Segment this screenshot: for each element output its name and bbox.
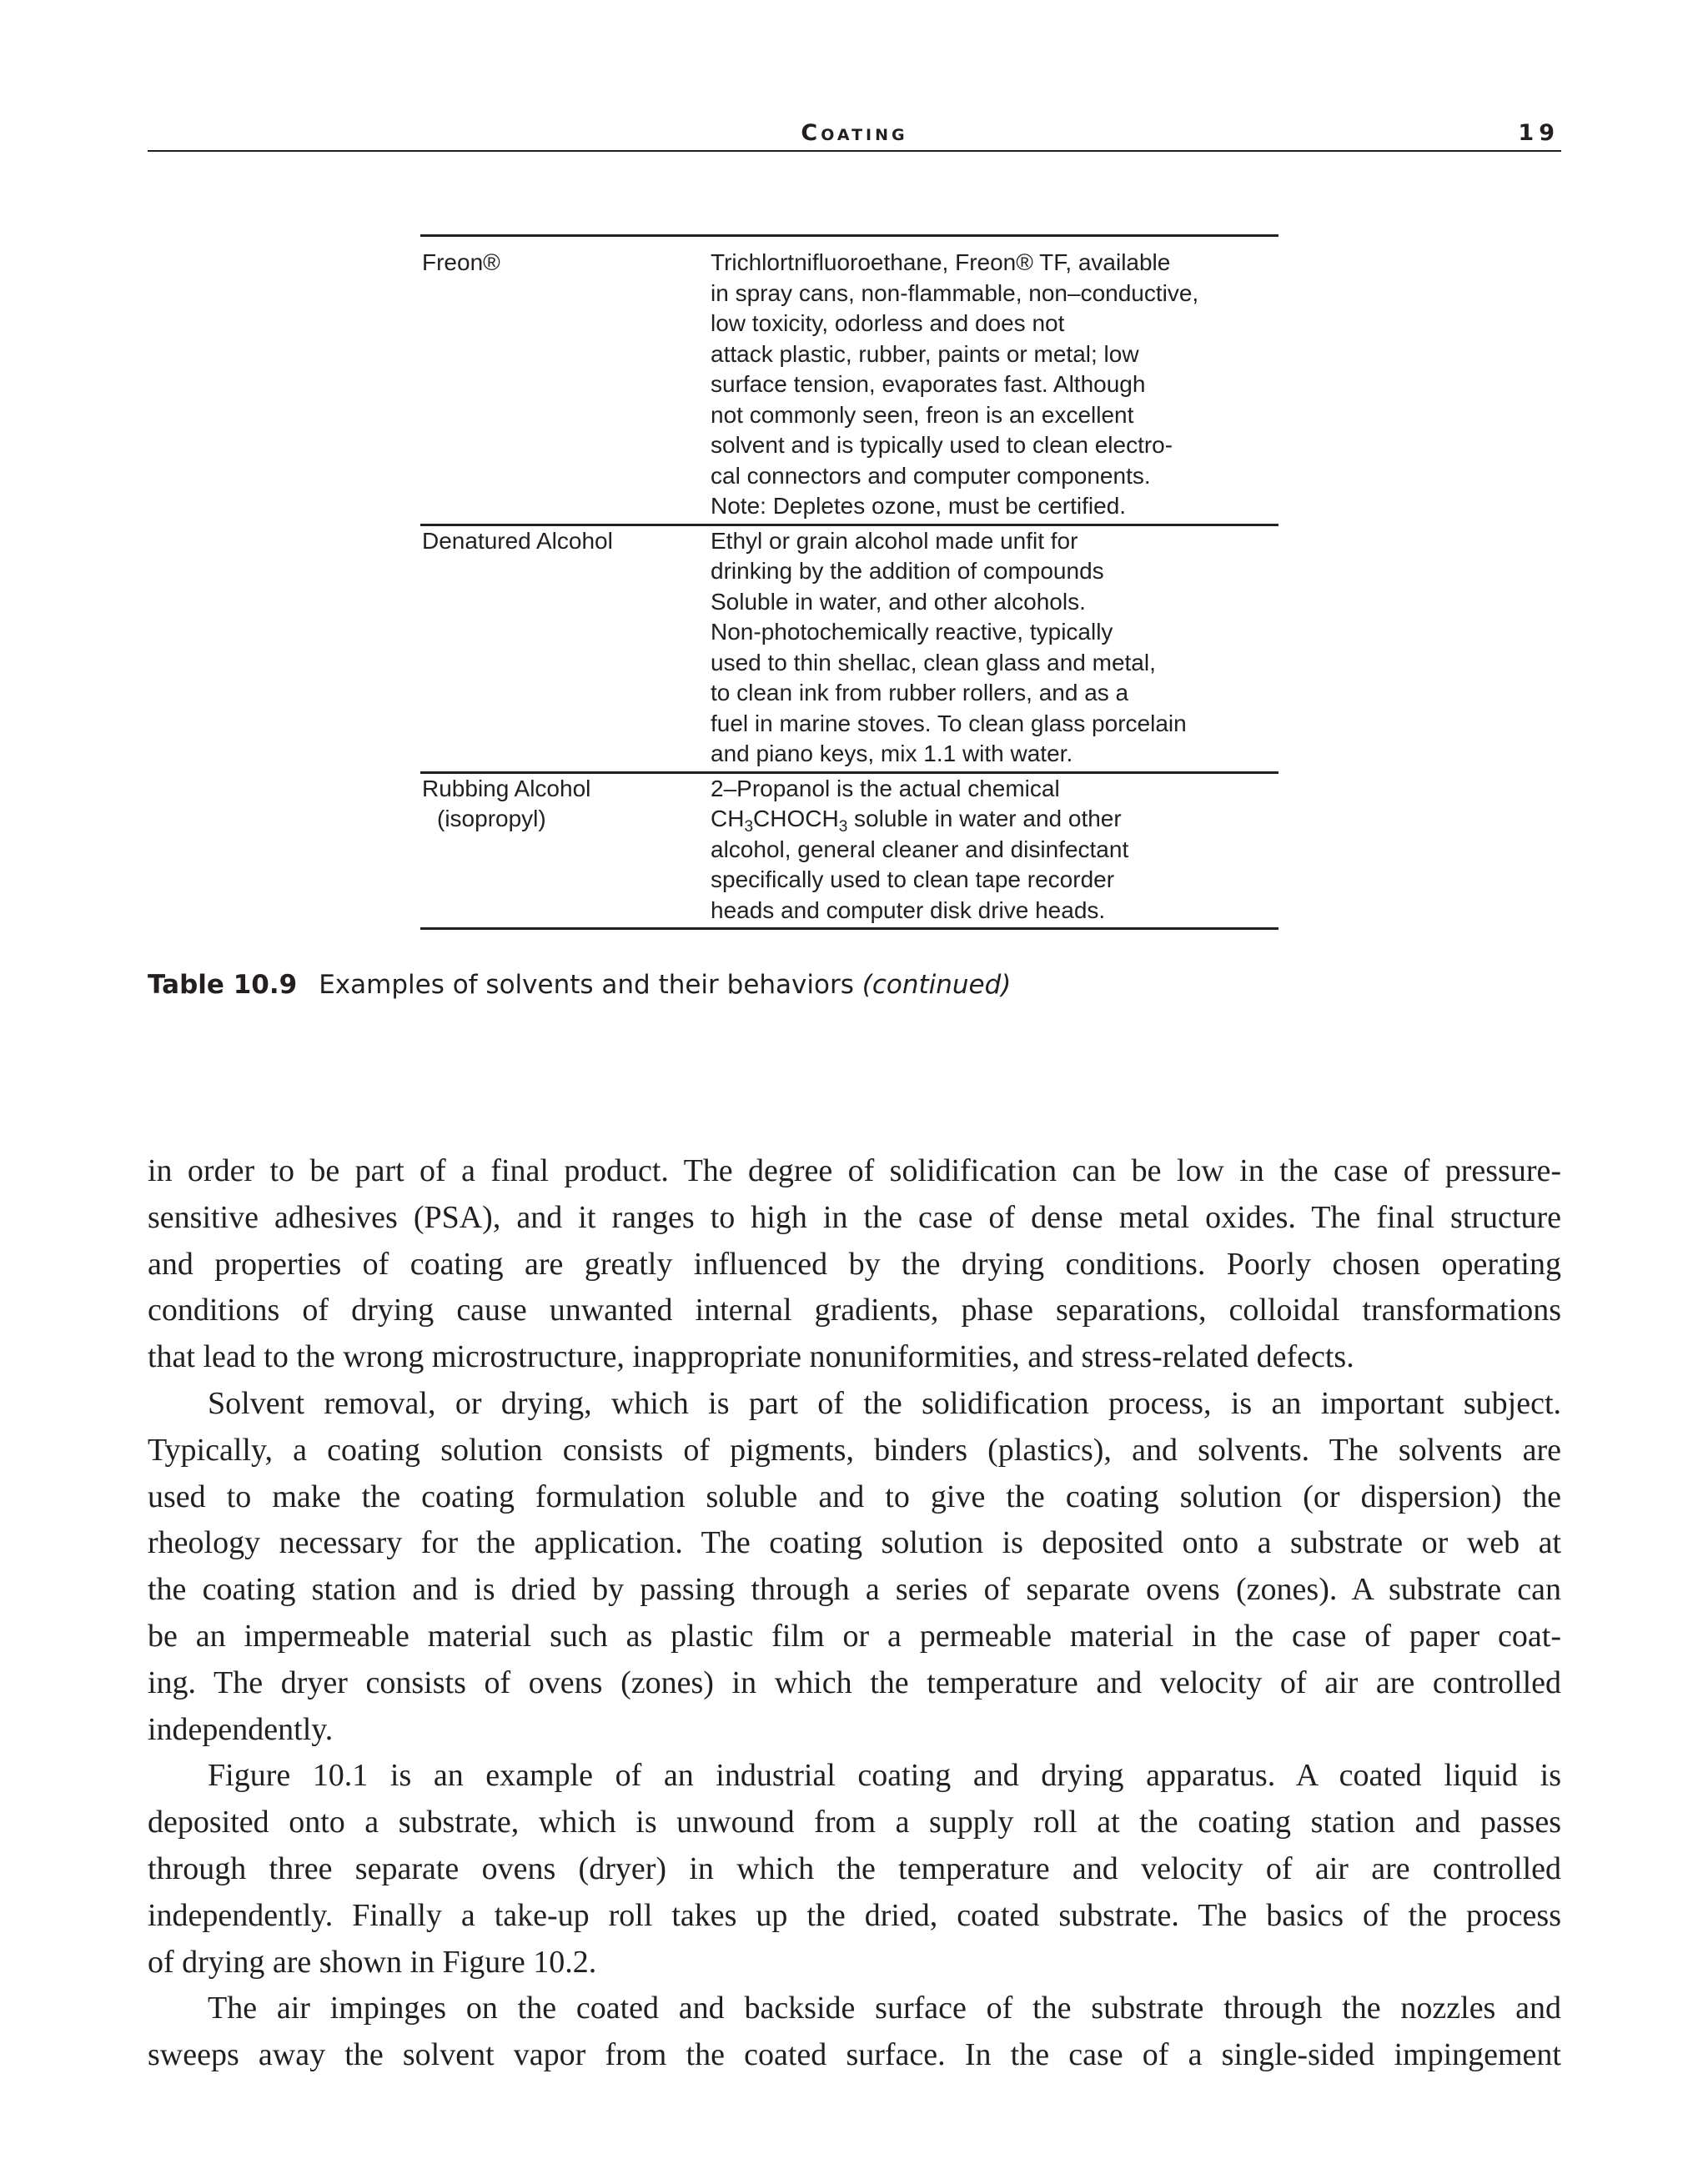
paragraph [148, 1148, 1561, 1381]
text-line: of drying are shown in Figure 10.2. [148, 1944, 597, 1980]
table-row [420, 237, 1278, 524]
description-line: drinking by the addition of compounds [711, 558, 1104, 584]
running-head [148, 117, 1561, 152]
text-line: independently. [148, 1711, 334, 1747]
text-line: in order to be part of a final product. The degree of solidification can be low in the case of pressure- [148, 1153, 1561, 1188]
description-line: and piano keys, mix 1.1 with water. [711, 741, 1073, 766]
description-line: in spray cans, non-flammable, non–conductive, [711, 279, 1199, 306]
description-line: heads and computer disk drive heads. [711, 896, 1106, 923]
running-title: Coating [801, 120, 908, 146]
table-caption [148, 970, 1011, 1000]
description-line: alcohol, general cleaner and disinfectant [711, 836, 1129, 862]
description-line: Non-photochemically reactive, typically [711, 619, 1113, 645]
solvent-description [711, 248, 1278, 522]
formula-subscript: 3 [744, 818, 754, 836]
formula-subscript: 3 [838, 818, 848, 836]
solvent-name [422, 248, 697, 279]
description-line: solvent and is typically used to clean electro- [711, 432, 1173, 458]
description-line: used to thin shellac, clean glass and metal, [711, 649, 1156, 675]
text-line: deposited onto a substrate, which is unwound from a supply roll at the coating station and passes [148, 1805, 1561, 1840]
description-line: Note: Depletes ozone, must be certified. [711, 493, 1127, 519]
text-line: be an impermeable material such as plastic film or a permeable material in the case of paper coat- [148, 1618, 1561, 1654]
text-line: ing. The dryer consists of ovens (zones) in which the temperature and velocity of air are controlled [148, 1664, 1561, 1700]
paragraph [148, 1381, 1561, 1753]
body-text [148, 1148, 1561, 2079]
chemical-formula-line [711, 804, 1278, 835]
solvent-name-line: (isopropyl) [437, 806, 546, 831]
solvent-table [420, 234, 1278, 930]
text-line: conditions of drying cause unwanted internal gradients, phase separations, colloidal transformations [148, 1293, 1561, 1328]
text-line: independently. Finally a take-up roll takes up the dried, coated substrate. The basics of the process [148, 1897, 1561, 1933]
caption-label: Table 10.9 [148, 970, 298, 1000]
table-row [420, 524, 1278, 771]
formula-text: soluble in water and other [847, 806, 1122, 831]
text-line: sensitive adhesives (PSA), and it ranges to high in the case of dense metal oxides. The final structure [148, 1199, 1561, 1235]
text-line: and properties of coating are greatly influenced by the drying conditions. Poorly chosen operating [148, 1246, 1561, 1282]
solvent-name [422, 774, 697, 835]
solvent-description [711, 774, 1278, 926]
solvent-description [711, 526, 1278, 770]
solvent-name [422, 526, 697, 557]
description-line: Soluble in water, and other alcohols. [711, 588, 1086, 615]
text-line: Typically, a coating solution consists of pigments, binders (plastics), and solvents. The solvents are [148, 1432, 1561, 1468]
text-line: rheology necessary for the application. The coating solution is deposited onto a substrate or web at [148, 1525, 1561, 1561]
description-line: to clean ink from rubber rollers, and as a [711, 680, 1129, 705]
description-line: low toxicity, odorless and does not [711, 310, 1065, 336]
description-line: Ethyl or grain alcohol made unfit for [711, 527, 1078, 554]
solvent-name-line: Rubbing Alcohol [422, 775, 591, 801]
text-line: through three separate ovens (dryer) in which the temperature and velocity of air are controlled [148, 1850, 1561, 1886]
description-line: Trichlortnifluoroethane, Freon® TF, available [711, 249, 1171, 275]
solvent-name-line: Freon® [422, 249, 500, 275]
description-line: not commonly seen, freon is an excellent [711, 401, 1134, 428]
description-line: surface tension, evaporates fast. Although [711, 371, 1146, 397]
text-line: Solvent removal, or drying, which is part of the solidification process, is an important subject. [208, 1385, 1561, 1421]
text-line: Figure 10.1 is an example of an industrial coating and drying apparatus. A coated liquid is [208, 1758, 1561, 1794]
text-line: that lead to the wrong microstructure, inappropriate nonuniformities, and stress-related defects. [148, 1339, 1354, 1375]
description-line: attack plastic, rubber, paints or metal; low [711, 340, 1139, 367]
description-line: specifically used to clean tape recorder [711, 866, 1115, 892]
description-line: fuel in marine stoves. To clean glass porcelain [711, 710, 1187, 736]
paragraph [148, 1753, 1561, 1986]
text-line: used to make the coating formulation soluble and to give the coating solution (or dispersion) the [148, 1479, 1561, 1514]
text-line: The air impinges on the coated and backside surface of the substrate through the nozzles and [208, 1991, 1561, 2026]
table-row [420, 771, 1278, 928]
formula-text: CH [711, 806, 745, 831]
formula-text: CHOCH [753, 806, 839, 831]
text-line: sweeps away the solvent vapor from the coated surface. In the case of a single-sided impingement [148, 2037, 1561, 2073]
caption-text: Examples of solvents and their behaviors [319, 970, 862, 1000]
solvent-name-line: Denatured Alcohol [422, 527, 613, 554]
caption-continued: (continued) [862, 970, 1012, 1000]
description-line: 2–Propanol is the actual chemical [711, 775, 1060, 801]
description-line: cal connectors and computer components. [711, 462, 1151, 489]
text-line: the coating station and is dried by passing through a series of separate ovens (zones). A substrate can [148, 1572, 1561, 1608]
paragraph [148, 1986, 1561, 2079]
page-number: 19 [1518, 120, 1560, 146]
